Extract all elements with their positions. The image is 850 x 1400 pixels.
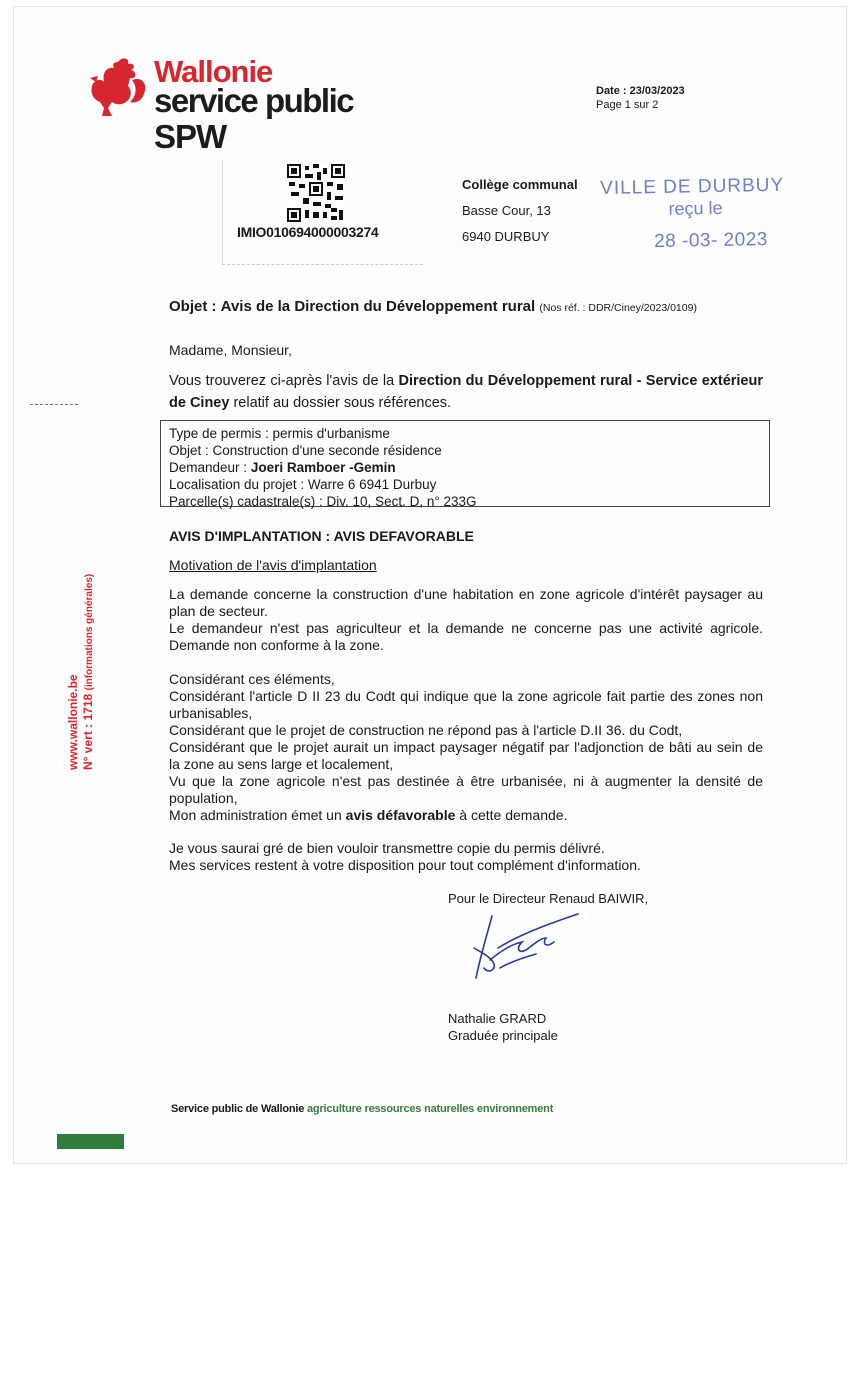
qr-code-icon (287, 164, 345, 222)
motivation-line-2: Le demandeur n'est pas agriculteur et la demande ne concerne pas une activité agricole. Demande non conforme à la zone. (169, 620, 763, 653)
date-label: Date : (596, 85, 627, 97)
logo-spw: SPW (154, 118, 227, 155)
recipient-name: Collège communal (462, 177, 578, 192)
sidebar-website: www.wallonie.be (66, 674, 80, 770)
footer-org: Service public de Wallonie (171, 1103, 305, 1115)
subject-reference: (Nos réf. : DDR/Ciney/2023/0109) (539, 302, 697, 314)
signer-title: Graduée principale (448, 1028, 558, 1043)
motivation-heading: Motivation de l'avis d'implantation (169, 557, 377, 573)
closing-paragraph (169, 840, 763, 874)
logo-service-public: service public (154, 82, 354, 119)
closing-line-2: Mes services restent à votre disposition pour tout complément d'information. (169, 857, 641, 873)
motivation-line-1: La demande concerne la construction d'une habitation en zone agricole d'intérêt paysager au plan de secteur. (169, 586, 763, 619)
footer-green-bar (57, 1134, 124, 1149)
sidebar-contact (66, 574, 97, 770)
permit-parcels: Parcelle(s) cadastrale(s) : Div. 10, Sect. D, n° 233G (169, 494, 477, 509)
subject-label: Objet : (169, 298, 217, 315)
permit-location: Localisation du projet : Warre 6 6941 Durbuy (169, 477, 437, 492)
recipient-street: Basse Cour, 13 (462, 203, 551, 218)
stamp-date: 28 -03- 2023 (653, 229, 769, 253)
signature-for-line: Pour le Directeur Renaud BAIWIR, (448, 891, 649, 906)
consideration-4: Considérant que le projet aurait un impact paysager négatif par l'adjonction de bâti au sein de la zone au sens large et localement, (169, 739, 763, 772)
consideration-1: Considérant ces éléments, (169, 671, 335, 687)
stamp-received: reçu le (668, 197, 723, 219)
consideration-3: Considérant que le projet de construction ne répond pas à l'article D.II 36. du Codt, (169, 722, 683, 738)
consideration-6: Mon administration émet un avis défavorable à cette demande. (169, 807, 568, 823)
barcode-area (222, 160, 423, 265)
footer (171, 1103, 553, 1115)
intro-service-name: Direction du Développement rural - Service extérieur de Ciney (169, 373, 763, 411)
page-info: Page 1 sur 2 (596, 99, 659, 111)
footer-department: agriculture ressources naturelles environnement (307, 1103, 554, 1115)
subject-line (169, 298, 697, 315)
sidebar-phone: N° vert : 1718 (81, 693, 95, 770)
handwritten-signature (470, 908, 585, 993)
intro-text-1: Vous trouverez ci-après l'avis de la (169, 373, 395, 389)
intro-text-2: relatif au dossier sous références. (233, 395, 452, 411)
applicant-name: Joeri Ramboer -Gemin (250, 460, 396, 475)
recipient-address (462, 172, 578, 250)
permit-object: Objet : Construction d'une seconde résidence (169, 443, 442, 458)
stamp-town: VILLE DE DURBUY (600, 174, 785, 199)
barcode-id: IMIO010694000003274 (237, 224, 379, 240)
intro-paragraph (169, 370, 763, 414)
considerations-block (169, 671, 763, 824)
motivation-paragraph (169, 586, 763, 654)
unfavorable-opinion: avis défavorable (345, 807, 456, 823)
date-block (596, 84, 685, 112)
permit-details-box (160, 420, 770, 507)
signer-name: Nathalie GRARD (448, 1011, 547, 1026)
subject-text: Avis de la Direction du Développement rural (220, 298, 536, 315)
date-value: 23/03/2023 (629, 85, 685, 97)
permit-applicant: Demandeur : Joeri Ramboer -Gemin (169, 460, 396, 475)
recipient-city: 6940 DURBUY (462, 229, 550, 244)
fold-mark (30, 404, 78, 405)
sidebar-phone-info: (informations générales) (84, 573, 95, 691)
consideration-5: Vu que la zone agricole n'est pas destinée à être urbanisée, ni à augmenter la densité de population, (169, 773, 763, 806)
closing-line-1: Je vous saurai gré de bien vouloir transmettre copie du permis délivré. (169, 840, 605, 856)
rooster-icon (88, 56, 150, 120)
logo-wallonie: Wallonie (154, 54, 273, 89)
consideration-2: Considérant l'article D II 23 du Codt qui indique que la zone agricole fait partie des zones non urbanisables, (169, 688, 763, 721)
permit-type: Type de permis : permis d'urbanisme (169, 426, 390, 441)
decision-heading: AVIS D'IMPLANTATION : AVIS DEFAVORABLE (169, 528, 474, 544)
salutation: Madame, Monsieur, (169, 342, 292, 358)
